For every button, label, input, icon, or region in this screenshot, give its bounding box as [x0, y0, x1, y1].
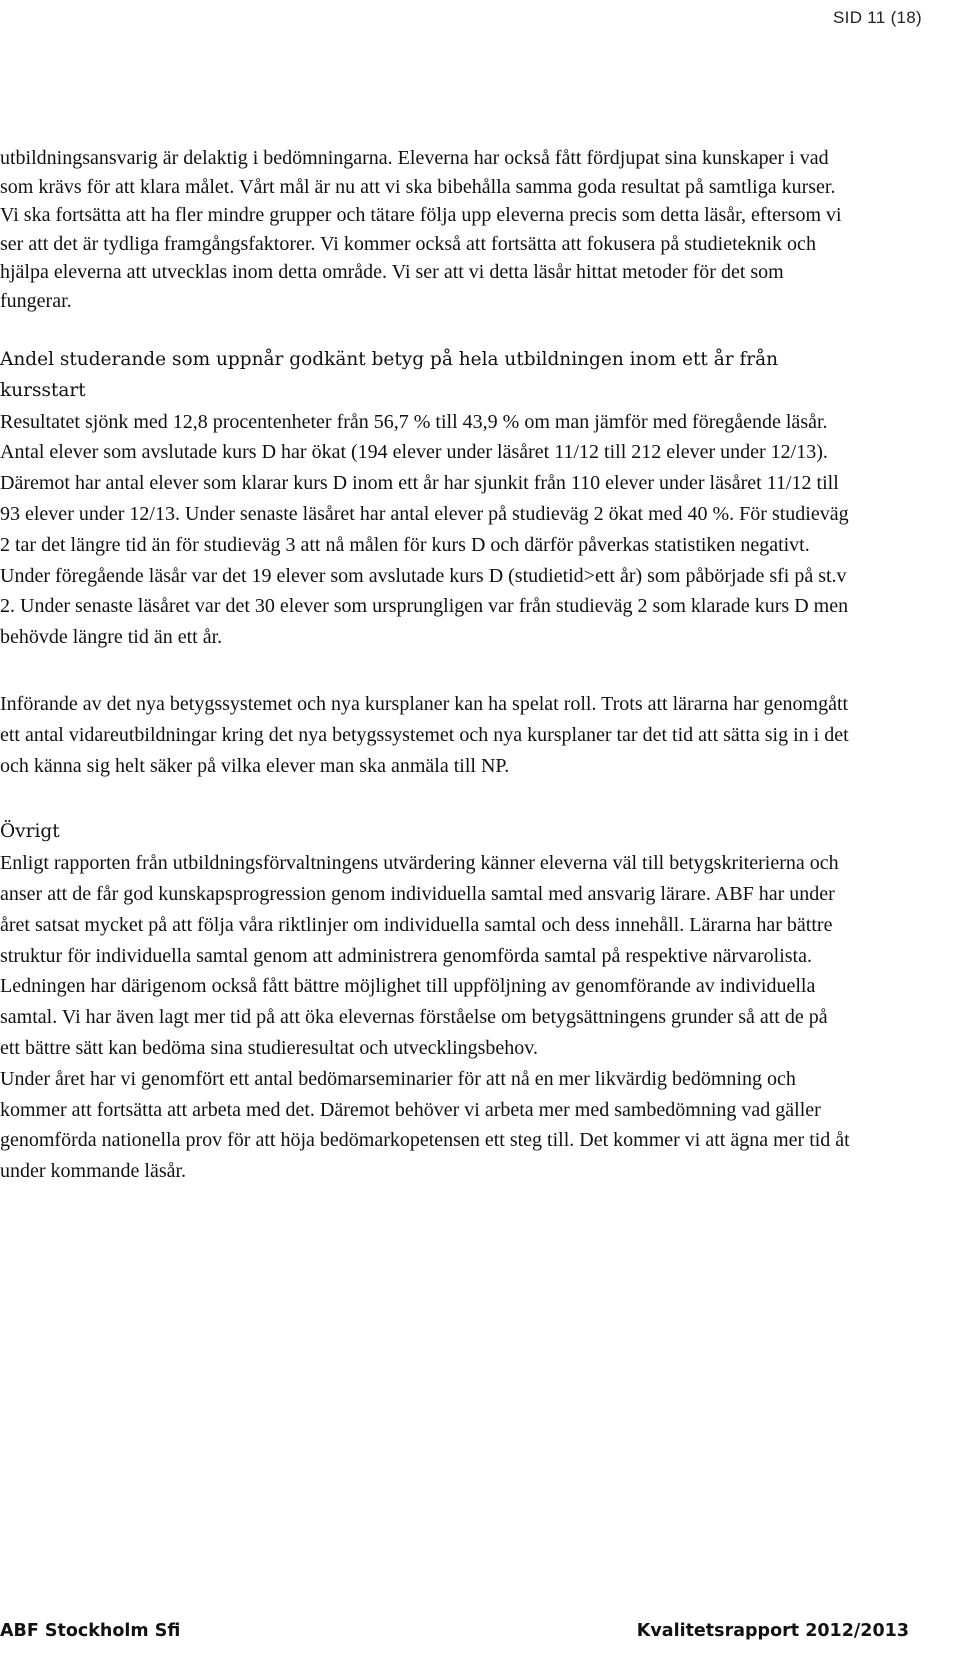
paragraph-gap	[0, 781, 850, 817]
document-body	[0, 144, 850, 1187]
section-heading-other: Övrigt	[0, 821, 60, 843]
footer-report-title: Kvalitetsrapport 2012/2013	[636, 1621, 909, 1641]
footer-organization: ABF Stockholm Sfi	[0, 1621, 181, 1641]
section-heading-pass-rate: Andel studerande som uppnår godkänt betyg på hela utbildningen inom ett år från kursstart	[0, 349, 779, 401]
page-footer	[0, 1621, 920, 1647]
paragraph-continuation: utbildningsansvarig är delaktig i bedömningarna. Eleverna har också fått fördjupat sina kunskaper i vad som krävs för att klara målet. Vårt mål är nu att vi ska bibehålla samma goda resultat på samtliga kurser. Vi ska fortsätta att ha fler mindre grupper och tätare följa upp eleverna precis som detta läsår, eftersom vi ser att det är tydliga framgångsfaktorer. Vi kommer också att fortsätta att fokusera på studieteknik och hjälpa eleverna att utvecklas inom detta område. Vi ser att vi detta läsår hittat metoder för det som fungerar.	[0, 147, 842, 312]
paragraph-grading-system: Införande av det nya betygssystemet och nya kursplaner kan ha spelat roll. Trots att lärarna har genomgått ett antal vidareutbildningar kring det nya betygssystemet och nya kursplaner tar det tid att sätta sig in i det och känna sig helt säker på vilka elever man ska anmäla till NP.	[0, 692, 849, 777]
paragraph-gap	[0, 653, 850, 689]
paragraph-results: Resultatet sjönk med 12,8 procentenheter från 56,7 % till 43,9 % om man jämför med föregående läsår. Antal elever som avslutade kurs D har ökat (194 elever under läsåret 11/12 till 212 elever under 12/13). Däremot har antal elever som klarar kurs D inom ett år har sjunkit från 110 elever under läsåret 11/12 till 93 elever under 12/13. Under senaste läsåret har antal elever på studieväg 2 ökat med 40 %. För studieväg 2 tar det längre tid än för studieväg 3 att nå målen för kurs D och därför påverkas statistiken negativt. Under föregående läsår var det 19 elever som avslutade kurs D (studietid>ett år) som påbörjade sfi på st.v 2. Under senaste läsåret var det 30 elever som ursprungligen var från studieväg 2 som klarade kurs D men behövde längre tid än ett år.	[0, 410, 849, 649]
paragraph-assessment-seminars: Under året har vi genomfört ett antal bedömarseminarier för att nå en mer likvärdig bedömning och kommer att fortsätta att arbeta med det. Däremot behöver vi arbeta mer med sambedömning vad gäller genomförda nationella prov för att höja bedömarkopetensen ett steg till. Det kommer vi att ägna mer tid åt under kommande läsår.	[0, 1067, 850, 1183]
paragraph-individual-talks: Enligt rapporten från utbildningsförvaltningens utvärdering känner eleverna väl till betygskriterierna och anser att de får god kunskapsprogression genom individuella samtal med ansvarig lärare. ABF har under året satsat mycket på att följa våra riktlinjer om individuella samtal och dess innehåll. Lärarna har bättre struktur för individuella samtal genom att administrera genomförda samtal på respektive närvarolista. Ledningen har därigenom också fått bättre möjlighet till uppföljning av genomförande av individuella samtal. Vi har även lagt mer tid på att öka elevernas förståelse om betygsättningens grunder så att de på ett bättre sätt kan bedöma sina studieresultat och utvecklingsbehov.	[0, 852, 839, 1059]
page-number: SID 11 (18)	[833, 8, 922, 27]
paragraph-gap	[0, 315, 850, 345]
